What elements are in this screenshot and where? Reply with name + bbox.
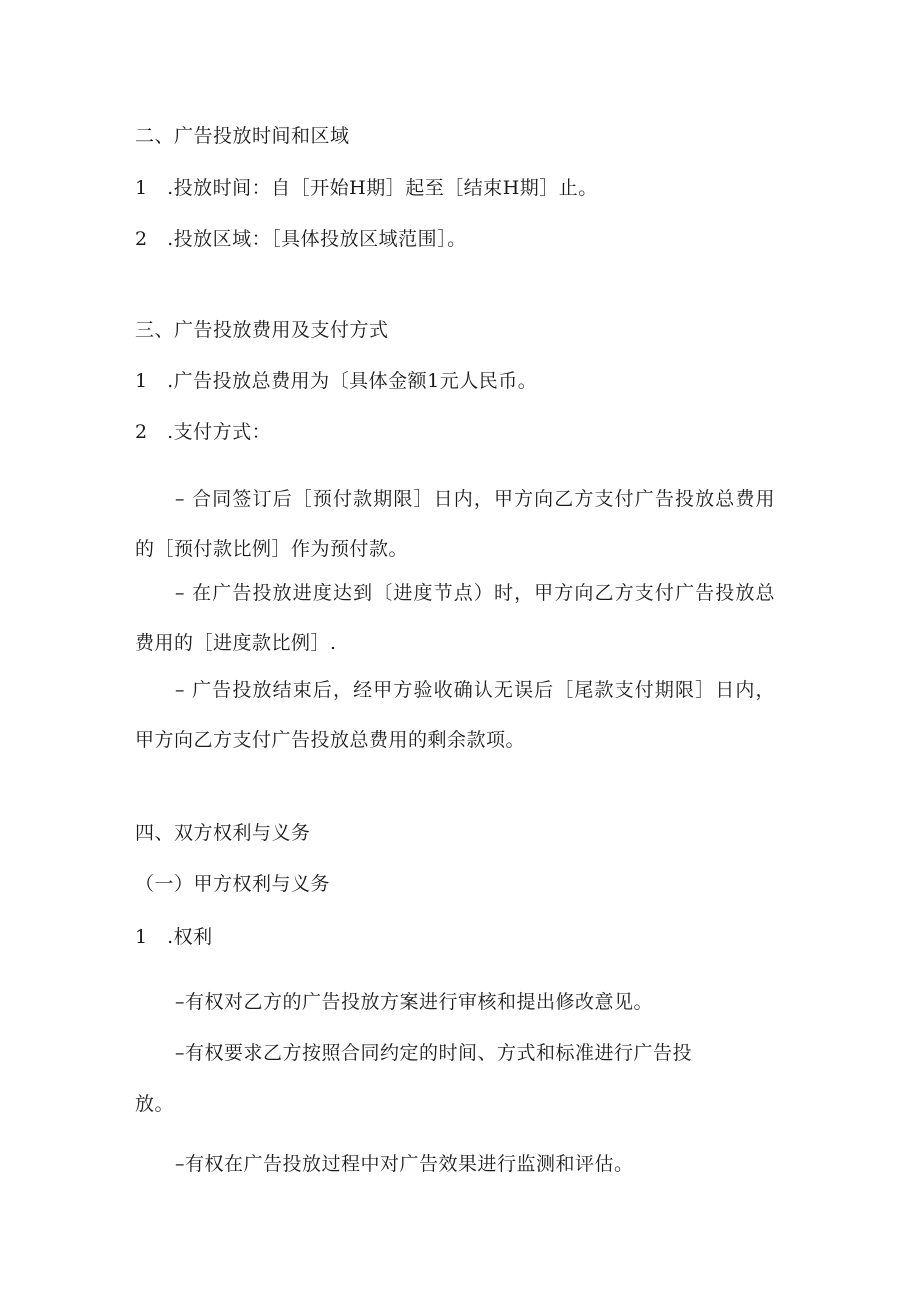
rights-item-require: –有权要求乙方按照合同约定的时间、方式和标准进行广告投 [175, 1042, 693, 1064]
section-heading-2: 二、广告投放时间和区域 [135, 125, 350, 147]
list-item-region: 2 .投放区域：［具体投放区域范围］。 [135, 228, 467, 250]
list-item-total-fee: 1 .广告投放总费用为〔具体金额1元人民币。 [135, 370, 538, 392]
rights-item-monitor: –有权在广告投放过程中对广告效果进行监测和评估。 [175, 1153, 634, 1175]
rights-item-require-cont: 放。 [135, 1093, 175, 1115]
subsection-heading-party-a: （一）甲方权利与义务 [135, 873, 331, 895]
list-item-time: 1 .投放时间：自［开始H期］起至［结束H期］止。 [135, 177, 598, 199]
section-heading-4: 四、双方权利与义务 [135, 822, 311, 844]
list-item-rights: 1 .权利 [135, 926, 213, 948]
payment-bullet-progress: – 在广告投放进度达到〔进度节点）时，甲方向乙方支付广告投放总费用的［进度款比例］. [135, 582, 775, 654]
list-item-payment-method: 2 .支付方式： [135, 421, 272, 443]
payment-bullet-final: – 广告投放结束后，经甲方验收确认无误后［尾款支付期限］日内，甲方向乙方支付广告投放总费用的剩余款项。 [135, 679, 775, 751]
section-heading-3: 三、广告投放费用及支付方式 [135, 319, 389, 341]
payment-bullet-advance: – 合同签订后［预付款期限］日内，甲方向乙方支付广告投放总费用的［预付款比例］作为预付款。 [135, 488, 775, 560]
rights-item-review: –有权对乙方的广告投放方案进行审核和提出修改意见。 [175, 991, 654, 1013]
